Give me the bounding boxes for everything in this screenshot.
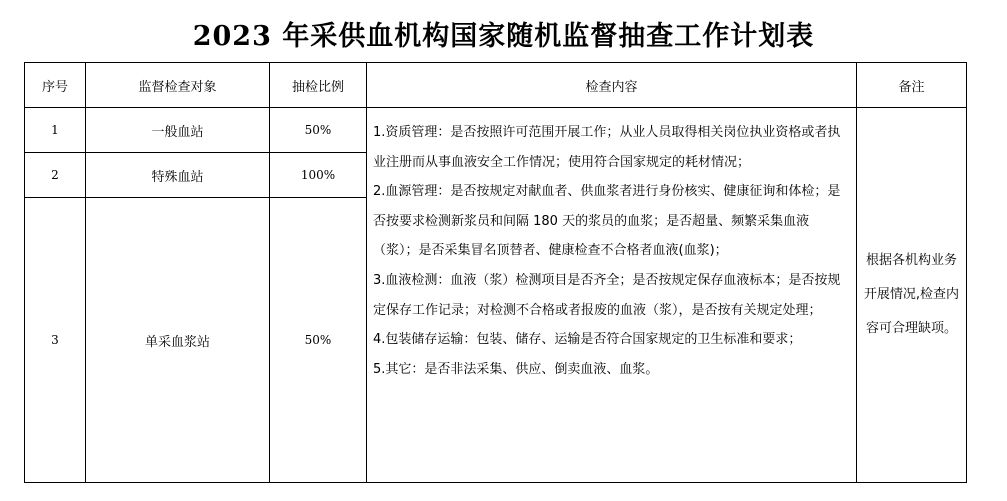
header-row xyxy=(25,63,967,108)
inspection-content xyxy=(367,108,857,483)
content-item: 3.血液检测：血液（浆）检测项目是否齐全；是否按规定保存血液标本；是否按规定保存工作记录；对检测不合格或者报废的血液（浆），是否按有关规定处理； xyxy=(373,272,841,318)
row-index: 1 xyxy=(25,108,86,153)
row-target: 特殊血站 xyxy=(86,153,270,198)
remark-cell: 根据各机构业务开展情况,检查内容可合理缺项。 xyxy=(857,108,967,483)
header-remark: 备注 xyxy=(857,63,967,108)
table-row xyxy=(25,108,967,153)
row-target: 单采血浆站 xyxy=(86,198,270,483)
content-item: 4.包装储存运输：包装、储存、运输是否符合国家规定的卫生标准和要求； xyxy=(373,332,802,348)
row-target: 一般血站 xyxy=(86,108,270,153)
content-item: 2.血源管理：是否按规定对献血者、供血浆者进行身份核实、健康征询和体检；是否按要求检测新浆员和间隔 180 天的浆员的血浆；是否超量、频繁采集血液（浆）；是否采集冒名顶替者、健康检查不合格者血液(血浆)； xyxy=(373,184,841,259)
row-ratio: 100% xyxy=(270,153,367,198)
row-ratio: 50% xyxy=(270,108,367,153)
header-target: 监督检查对象 xyxy=(86,63,270,108)
header-index: 序号 xyxy=(25,63,86,108)
header-ratio: 抽检比例 xyxy=(270,63,367,108)
plan-table xyxy=(24,62,967,483)
row-index: 3 xyxy=(25,198,86,483)
page-title: 2023 年采供血机构国家随机监督抽查工作计划表 xyxy=(192,21,815,52)
header-content: 检查内容 xyxy=(367,63,857,108)
content-item: 5.其它：是否非法采集、供应、倒卖血液、血浆。 xyxy=(373,361,659,377)
row-index: 2 xyxy=(25,153,86,198)
row-ratio: 50% xyxy=(270,198,367,483)
content-item: 1.资质管理：是否按照许可范围开展工作；从业人员取得相关岗位执业资格或者执业注册而从事血液安全工作情况；使用符合国家规定的耗材情况； xyxy=(373,125,841,170)
